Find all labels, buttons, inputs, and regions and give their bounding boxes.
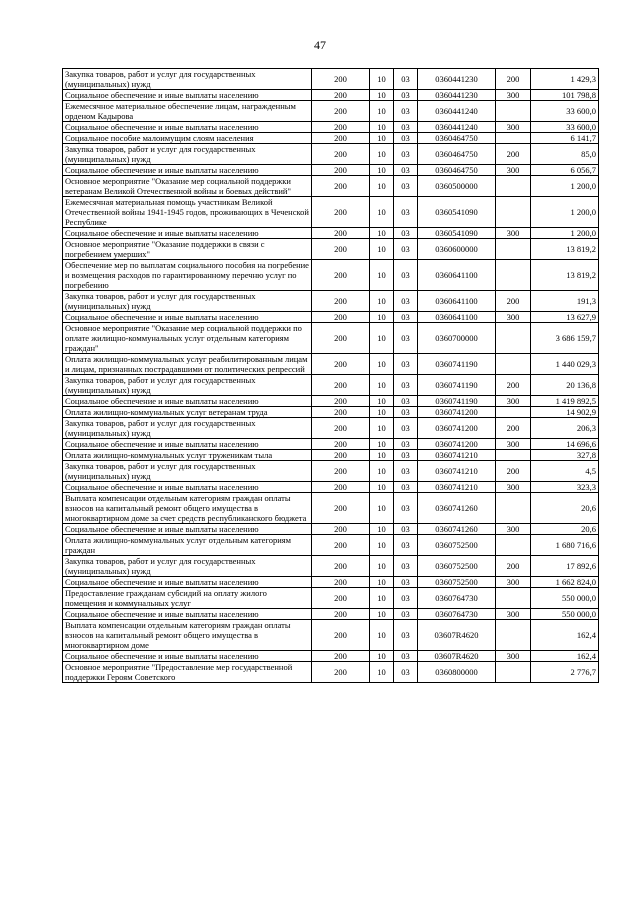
row-grbs-cell: 200 [312,239,370,260]
row-name-cell: Социальное обеспечение и иные выплаты населению [63,122,312,133]
row-subsection-cell: 03 [394,122,418,133]
row-section-cell: 10 [370,620,394,651]
row-grbs-cell: 200 [312,620,370,651]
row-target-code-cell: 0360441230 [418,69,496,90]
row-section-cell: 10 [370,439,394,450]
row-expense-type-cell: 300 [496,228,531,239]
row-expense-type-cell [496,662,531,683]
table-row [63,260,599,291]
row-target-code-cell: 0360500000 [418,176,496,197]
row-grbs-cell: 200 [312,375,370,396]
row-target-code-cell: 0360764730 [418,588,496,609]
row-expense-type-cell: 300 [496,577,531,588]
row-grbs-cell: 200 [312,354,370,375]
row-name-cell: Социальное обеспечение и иные выплаты населению [63,90,312,101]
row-name-cell: Оплата жилищно-коммунальных услуг труженикам тыла [63,450,312,461]
row-subsection-cell: 03 [394,291,418,312]
row-target-code-cell: 0360741260 [418,524,496,535]
row-grbs-cell: 200 [312,577,370,588]
row-amount-cell: 33 600,0 [531,122,599,133]
row-subsection-cell: 03 [394,197,418,228]
row-section-cell: 10 [370,375,394,396]
row-expense-type-cell: 200 [496,375,531,396]
row-name-cell: Закупка товаров, работ и услуг для государственных (муниципальных) нужд [63,461,312,482]
row-amount-cell: 4,5 [531,461,599,482]
row-subsection-cell: 03 [394,239,418,260]
row-target-code-cell: 0360741210 [418,482,496,493]
row-name-cell: Социальное обеспечение и иные выплаты населению [63,651,312,662]
row-grbs-cell: 200 [312,165,370,176]
table-row [63,662,599,683]
row-subsection-cell: 03 [394,323,418,354]
row-subsection-cell: 03 [394,418,418,439]
row-amount-cell: 1 429,3 [531,69,599,90]
row-section-cell: 10 [370,493,394,524]
row-subsection-cell: 03 [394,375,418,396]
row-target-code-cell: 0360741190 [418,396,496,407]
row-section-cell: 10 [370,291,394,312]
row-subsection-cell: 03 [394,588,418,609]
row-amount-cell: 1 200,0 [531,228,599,239]
table-row [63,323,599,354]
row-name-cell: Социальное обеспечение и иные выплаты населению [63,439,312,450]
table-row [63,133,599,144]
row-grbs-cell: 200 [312,450,370,461]
row-section-cell: 10 [370,450,394,461]
row-grbs-cell: 200 [312,493,370,524]
row-subsection-cell: 03 [394,354,418,375]
row-amount-cell: 6 141,7 [531,133,599,144]
row-section-cell: 10 [370,482,394,493]
row-expense-type-cell [496,101,531,122]
row-expense-type-cell: 300 [496,609,531,620]
row-target-code-cell: 0360441230 [418,90,496,101]
row-subsection-cell: 03 [394,450,418,461]
row-name-cell: Основное мероприятие "Оказание мер социальной поддержки по оплате жилищно-коммунальных услуг отдельным категориям граждан" [63,323,312,354]
row-grbs-cell: 200 [312,662,370,683]
row-name-cell: Ежемесячная материальная помощь участникам Великой Отечественной войны 1941-1945 годов, проживающих в Чеченской Республике [63,197,312,228]
row-section-cell: 10 [370,535,394,556]
row-name-cell: Оплата жилищно-коммунальных услуг ветеранам труда [63,407,312,418]
table-row [63,239,599,260]
row-section-cell: 10 [370,588,394,609]
row-section-cell: 10 [370,418,394,439]
row-expense-type-cell [496,620,531,651]
row-expense-type-cell: 300 [496,165,531,176]
row-section-cell: 10 [370,396,394,407]
row-name-cell: Закупка товаров, работ и услуг для государственных (муниципальных) нужд [63,556,312,577]
row-name-cell: Закупка товаров, работ и услуг для государственных (муниципальных) нужд [63,418,312,439]
row-expense-type-cell: 300 [496,312,531,323]
row-expense-type-cell: 200 [496,291,531,312]
row-name-cell: Социальное обеспечение и иные выплаты населению [63,312,312,323]
row-amount-cell: 1 662 824,0 [531,577,599,588]
table-row [63,535,599,556]
row-target-code-cell: 0360741200 [418,418,496,439]
table-row [63,524,599,535]
row-expense-type-cell [496,407,531,418]
row-subsection-cell: 03 [394,228,418,239]
row-amount-cell: 14 696,6 [531,439,599,450]
row-target-code-cell: 03607R4620 [418,651,496,662]
row-grbs-cell: 200 [312,291,370,312]
row-grbs-cell: 200 [312,651,370,662]
row-name-cell: Выплата компенсации отдельным категориям граждан оплаты взносов на капитальный ремонт общего имущества в многоквартирном доме за счет средств республиканского бюджета [63,493,312,524]
row-expense-type-cell: 200 [496,556,531,577]
table-row [63,651,599,662]
row-target-code-cell: 0360741210 [418,450,496,461]
row-target-code-cell: 0360764730 [418,609,496,620]
row-target-code-cell: 0360600000 [418,239,496,260]
row-grbs-cell: 200 [312,197,370,228]
row-amount-cell: 191,3 [531,291,599,312]
row-target-code-cell: 03607R4620 [418,620,496,651]
row-expense-type-cell [496,354,531,375]
row-name-cell: Закупка товаров, работ и услуг для государственных (муниципальных) нужд [63,69,312,90]
row-target-code-cell: 0360641100 [418,312,496,323]
row-target-code-cell: 0360464750 [418,133,496,144]
row-target-code-cell: 0360752500 [418,556,496,577]
row-expense-type-cell: 200 [496,461,531,482]
row-expense-type-cell: 200 [496,144,531,165]
row-amount-cell: 13 819,2 [531,239,599,260]
row-subsection-cell: 03 [394,482,418,493]
row-name-cell: Социальное обеспечение и иные выплаты населению [63,577,312,588]
row-grbs-cell: 200 [312,609,370,620]
row-amount-cell: 85,0 [531,144,599,165]
row-name-cell: Основное мероприятие "Предоставление мер государственной поддержки Героям Советского [63,662,312,683]
row-section-cell: 10 [370,260,394,291]
table-row [63,620,599,651]
row-subsection-cell: 03 [394,461,418,482]
row-grbs-cell: 200 [312,144,370,165]
row-target-code-cell: 0360700000 [418,323,496,354]
row-grbs-cell: 200 [312,101,370,122]
row-name-cell: Закупка товаров, работ и услуг для государственных (муниципальных) нужд [63,291,312,312]
row-target-code-cell: 0360541090 [418,197,496,228]
row-section-cell: 10 [370,133,394,144]
table-row [63,482,599,493]
row-amount-cell: 20,6 [531,524,599,535]
row-amount-cell: 550 000,0 [531,588,599,609]
row-name-cell: Закупка товаров, работ и услуг для государственных (муниципальных) нужд [63,144,312,165]
row-expense-type-cell [496,588,531,609]
row-grbs-cell: 200 [312,396,370,407]
row-expense-type-cell [496,239,531,260]
row-grbs-cell: 200 [312,535,370,556]
row-expense-type-cell [496,197,531,228]
row-grbs-cell: 200 [312,588,370,609]
row-grbs-cell: 200 [312,122,370,133]
table-row [63,354,599,375]
row-target-code-cell: 0360641100 [418,260,496,291]
row-grbs-cell: 200 [312,312,370,323]
table-row [63,450,599,461]
row-subsection-cell: 03 [394,609,418,620]
row-grbs-cell: 200 [312,176,370,197]
row-section-cell: 10 [370,312,394,323]
row-expense-type-cell: 300 [496,482,531,493]
row-name-cell: Ежемесячное материальное обеспечение лицам, награжденным орденом Кадырова [63,101,312,122]
row-section-cell: 10 [370,556,394,577]
table-row [63,396,599,407]
row-target-code-cell: 0360741200 [418,439,496,450]
row-target-code-cell: 0360464750 [418,165,496,176]
row-expense-type-cell: 300 [496,90,531,101]
row-name-cell: Предоставление гражданам субсидий на оплату жилого помещения и коммунальных услуг [63,588,312,609]
row-grbs-cell: 200 [312,524,370,535]
table-row [63,197,599,228]
row-expense-type-cell: 300 [496,396,531,407]
table-row [63,461,599,482]
row-amount-cell: 323,3 [531,482,599,493]
row-name-cell: Закупка товаров, работ и услуг для государственных (муниципальных) нужд [63,375,312,396]
page-number: 47 [314,38,326,52]
table-row [63,312,599,323]
table-row [63,609,599,620]
row-expense-type-cell [496,176,531,197]
row-name-cell: Социальное обеспечение и иные выплаты населению [63,228,312,239]
row-section-cell: 10 [370,197,394,228]
row-amount-cell: 162,4 [531,651,599,662]
row-subsection-cell: 03 [394,556,418,577]
table-row [63,375,599,396]
row-expense-type-cell [496,493,531,524]
row-grbs-cell: 200 [312,418,370,439]
row-amount-cell: 1 440 029,3 [531,354,599,375]
row-expense-type-cell [496,133,531,144]
row-name-cell: Основное мероприятие "Оказание мер социальной поддержки ветеранам Великой Отечественной войны и боевых действий" [63,176,312,197]
row-name-cell: Социальное пособие малоимущим слоям населения [63,133,312,144]
row-grbs-cell: 200 [312,482,370,493]
row-section-cell: 10 [370,144,394,165]
row-amount-cell: 13 627,9 [531,312,599,323]
row-amount-cell: 101 798,8 [531,90,599,101]
row-subsection-cell: 03 [394,312,418,323]
row-section-cell: 10 [370,176,394,197]
row-subsection-cell: 03 [394,260,418,291]
row-amount-cell: 13 819,2 [531,260,599,291]
row-subsection-cell: 03 [394,493,418,524]
row-target-code-cell: 0360441240 [418,122,496,133]
row-subsection-cell: 03 [394,407,418,418]
row-section-cell: 10 [370,90,394,101]
row-name-cell: Социальное обеспечение и иные выплаты населению [63,609,312,620]
row-grbs-cell: 200 [312,461,370,482]
row-name-cell: Оплата жилищно-коммунальных услуг отдельным категориям граждан [63,535,312,556]
table-row [63,122,599,133]
row-expense-type-cell [496,260,531,291]
row-name-cell: Обеспечение мер по выплатам социального пособия на погребение и возмещения расходов по гарантированному перечню услуг по погребению [63,260,312,291]
row-target-code-cell: 0360741210 [418,461,496,482]
row-subsection-cell: 03 [394,651,418,662]
row-section-cell: 10 [370,577,394,588]
row-subsection-cell: 03 [394,133,418,144]
row-expense-type-cell: 300 [496,651,531,662]
row-amount-cell: 20,6 [531,493,599,524]
row-target-code-cell: 0360741260 [418,493,496,524]
table-row [63,588,599,609]
row-section-cell: 10 [370,651,394,662]
row-name-cell: Социальное обеспечение и иные выплаты населению [63,482,312,493]
row-subsection-cell: 03 [394,69,418,90]
row-target-code-cell: 0360800000 [418,662,496,683]
row-amount-cell: 1 419 892,5 [531,396,599,407]
row-grbs-cell: 200 [312,90,370,101]
row-section-cell: 10 [370,407,394,418]
row-section-cell: 10 [370,323,394,354]
table-row [63,165,599,176]
row-amount-cell: 20 136,8 [531,375,599,396]
row-amount-cell: 14 902,9 [531,407,599,418]
row-subsection-cell: 03 [394,101,418,122]
table-row [63,101,599,122]
row-expense-type-cell [496,450,531,461]
table-row [63,69,599,90]
row-section-cell: 10 [370,228,394,239]
table-row [63,439,599,450]
row-section-cell: 10 [370,101,394,122]
row-amount-cell: 1 200,0 [531,176,599,197]
row-name-cell: Оплата жилищно-коммунальных услуг реабилитированным лицам и лицам, признанных пострадавшими от политических репрессий [63,354,312,375]
row-expense-type-cell: 200 [496,69,531,90]
row-grbs-cell: 200 [312,439,370,450]
table-row [63,176,599,197]
row-amount-cell: 1 680 716,6 [531,535,599,556]
row-section-cell: 10 [370,461,394,482]
row-name-cell: Выплата компенсации отдельным категориям граждан оплаты взносов на капитальный ремонт общего имущества в многоквартирном доме [63,620,312,651]
row-grbs-cell: 200 [312,133,370,144]
row-subsection-cell: 03 [394,439,418,450]
table-row [63,556,599,577]
row-expense-type-cell: 300 [496,439,531,450]
row-amount-cell: 33 600,0 [531,101,599,122]
row-target-code-cell: 0360741200 [418,407,496,418]
row-subsection-cell: 03 [394,662,418,683]
row-amount-cell: 1 200,0 [531,197,599,228]
table-row [63,493,599,524]
row-subsection-cell: 03 [394,535,418,556]
row-section-cell: 10 [370,239,394,260]
row-amount-cell: 2 776,7 [531,662,599,683]
row-target-code-cell: 0360541090 [418,228,496,239]
table-row [63,407,599,418]
row-expense-type-cell [496,535,531,556]
row-name-cell: Социальное обеспечение и иные выплаты населению [63,524,312,535]
row-section-cell: 10 [370,662,394,683]
row-amount-cell: 206,3 [531,418,599,439]
table-row [63,228,599,239]
row-subsection-cell: 03 [394,620,418,651]
row-grbs-cell: 200 [312,323,370,354]
row-section-cell: 10 [370,524,394,535]
row-subsection-cell: 03 [394,165,418,176]
row-target-code-cell: 0360641100 [418,291,496,312]
row-target-code-cell: 0360741190 [418,354,496,375]
row-section-cell: 10 [370,122,394,133]
row-amount-cell: 327,8 [531,450,599,461]
row-section-cell: 10 [370,609,394,620]
row-target-code-cell: 0360441240 [418,101,496,122]
row-subsection-cell: 03 [394,524,418,535]
row-subsection-cell: 03 [394,90,418,101]
row-target-code-cell: 0360752500 [418,535,496,556]
row-amount-cell: 550 000,0 [531,609,599,620]
table-row [63,577,599,588]
row-amount-cell: 162,4 [531,620,599,651]
row-section-cell: 10 [370,69,394,90]
row-subsection-cell: 03 [394,396,418,407]
row-subsection-cell: 03 [394,144,418,165]
row-target-code-cell: 0360752500 [418,577,496,588]
row-expense-type-cell [496,323,531,354]
row-grbs-cell: 200 [312,260,370,291]
row-expense-type-cell: 300 [496,122,531,133]
row-target-code-cell: 0360741190 [418,375,496,396]
row-section-cell: 10 [370,354,394,375]
row-subsection-cell: 03 [394,176,418,197]
row-name-cell: Основное мероприятие "Оказание поддержки в связи с погребением умерших" [63,239,312,260]
row-grbs-cell: 200 [312,407,370,418]
row-target-code-cell: 0360464750 [418,144,496,165]
budget-table [62,68,599,683]
table-row [63,90,599,101]
row-name-cell: Социальное обеспечение и иные выплаты населению [63,165,312,176]
row-grbs-cell: 200 [312,69,370,90]
row-subsection-cell: 03 [394,577,418,588]
row-grbs-cell: 200 [312,228,370,239]
budget-table-body [63,69,599,683]
row-amount-cell: 3 686 159,7 [531,323,599,354]
table-row [63,291,599,312]
row-name-cell: Социальное обеспечение и иные выплаты населению [63,396,312,407]
row-expense-type-cell: 200 [496,418,531,439]
row-grbs-cell: 200 [312,556,370,577]
row-expense-type-cell: 300 [496,524,531,535]
row-section-cell: 10 [370,165,394,176]
row-amount-cell: 17 892,6 [531,556,599,577]
table-row [63,418,599,439]
table-row [63,144,599,165]
row-amount-cell: 6 056,7 [531,165,599,176]
